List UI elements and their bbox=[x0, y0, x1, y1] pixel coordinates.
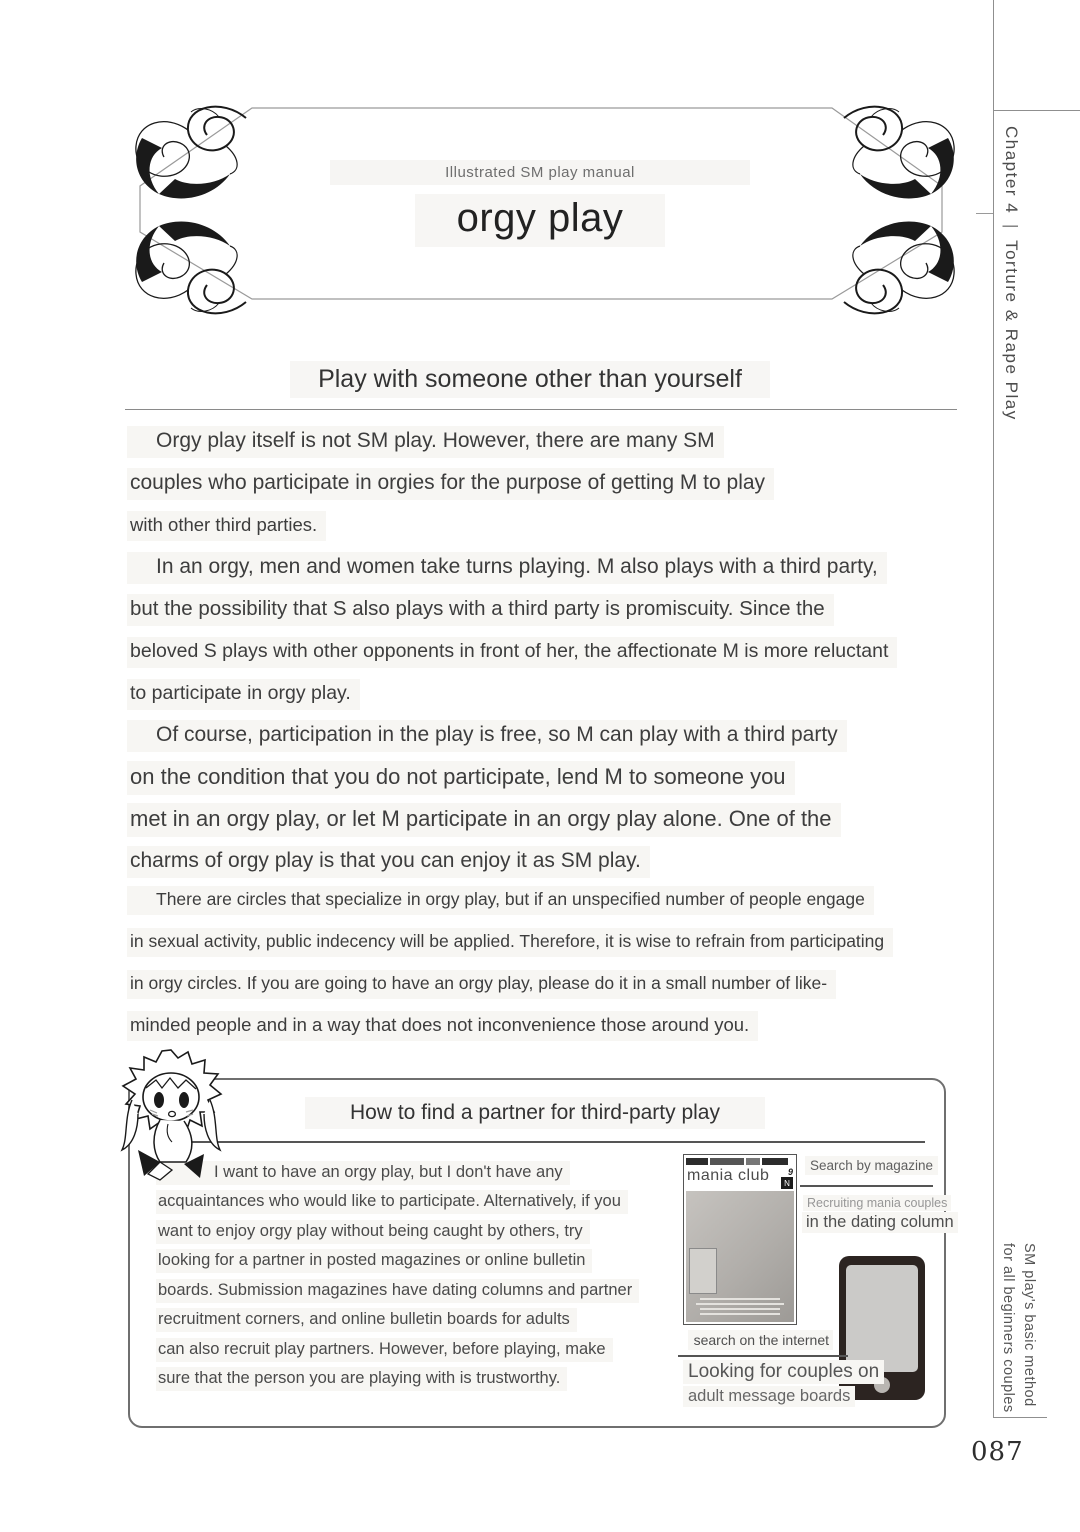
text-line: in orgy circles. If you are going to have an orgy play, please do it in a small number of like- bbox=[127, 963, 893, 1005]
sidebar-top-rule bbox=[993, 110, 1080, 111]
info-box-paragraph bbox=[156, 1158, 639, 1394]
chibi-mascot-illustration bbox=[108, 1042, 234, 1192]
text-line: There are circles that specialize in orgy play, but if an unspecified number of people engage bbox=[127, 879, 893, 921]
label-recruiting-line1: Recruiting mania couples bbox=[803, 1195, 951, 1211]
page-number: 087 bbox=[971, 1437, 1024, 1467]
section-rule bbox=[125, 409, 957, 410]
magazine-corner-badge: N bbox=[781, 1177, 793, 1189]
paragraph-1 bbox=[127, 421, 774, 547]
sidebar-footer-caption bbox=[997, 1243, 1039, 1415]
footer-caption-line2: for all beginners couples bbox=[1000, 1243, 1016, 1413]
text-line: Orgy play itself is not SM play. However, there are many SM bbox=[127, 421, 774, 463]
page-title: orgy play bbox=[415, 194, 665, 247]
text-line: with other third parties. bbox=[127, 505, 774, 547]
text-line: acquaintances who would like to participate. Alternatively, if you bbox=[156, 1188, 639, 1218]
text-line: to participate in orgy play. bbox=[127, 673, 897, 715]
paragraph-2 bbox=[127, 547, 897, 715]
info-box-title: How to find a partner for third-party play bbox=[305, 1097, 765, 1129]
magazine-title: mania club bbox=[687, 1167, 770, 1184]
footer-caption-underline bbox=[993, 1417, 1047, 1418]
chapter-title: Torture & Rape Play bbox=[1002, 240, 1021, 421]
text-line: can also recruit play partners. However, before playing, make bbox=[156, 1335, 639, 1365]
magazine-issue-badge: 9 bbox=[787, 1167, 793, 1177]
text-line: want to enjoy orgy play without being caught by others, try bbox=[156, 1217, 639, 1247]
magazine-fineprint bbox=[692, 1295, 788, 1318]
rule-search-by-magazine bbox=[800, 1185, 933, 1187]
magazine-inset-photo bbox=[689, 1248, 717, 1294]
text-line: sure that the person you are playing with is trustworthy. bbox=[156, 1365, 639, 1395]
sidebar-vertical-rule bbox=[993, 0, 994, 1417]
label-search-by-magazine: Search by magazine bbox=[805, 1156, 938, 1175]
rule-search-on-internet bbox=[678, 1355, 848, 1357]
footer-caption-line1: SM play's basic method bbox=[1021, 1243, 1037, 1407]
chapter-separator: | bbox=[1002, 224, 1021, 231]
text-line: but the possibility that S also plays with a third party is promiscuity. Since the bbox=[127, 589, 897, 631]
text-line: boards. Submission magazines have dating columns and partner bbox=[156, 1276, 639, 1306]
label-couples-line1: Looking for couples on bbox=[683, 1360, 884, 1384]
text-line: beloved S plays with other opponents in front of her, the affectionate M is more reluctant bbox=[127, 631, 897, 673]
magazine-photo-placeholder bbox=[686, 1191, 794, 1322]
smartphone-screen bbox=[846, 1265, 918, 1372]
text-line: charms of orgy play is that you can enjoy it as SM play. bbox=[127, 841, 847, 883]
text-line: couples who participate in orgies for the purpose of getting M to play bbox=[127, 463, 774, 505]
paragraph-3 bbox=[127, 715, 847, 883]
chapter-number: Chapter 4 bbox=[1002, 126, 1021, 215]
info-box-rule bbox=[180, 1141, 925, 1143]
magazine-masthead bbox=[684, 1166, 796, 1191]
text-line: met in an orgy play, or let M participate in an orgy play alone. One of the bbox=[127, 799, 847, 841]
magazine-top-strip bbox=[686, 1157, 794, 1166]
text-line: In an orgy, men and women take turns playing. M also plays with a third party, bbox=[127, 547, 897, 589]
chapter-separator-tick bbox=[976, 213, 993, 214]
text-line: in sexual activity, public indecency will be applied. Therefore, it is wise to refrain from participating bbox=[127, 921, 893, 963]
label-search-on-internet: search on the internet bbox=[688, 1330, 833, 1350]
text-line: looking for a partner in posted magazines or online bulletin bbox=[156, 1247, 639, 1277]
label-couples-line2: adult message boards bbox=[683, 1386, 855, 1407]
text-line: minded people and in a way that does not inconvenience those around you. bbox=[127, 1005, 893, 1047]
series-subtitle: Illustrated SM play manual bbox=[330, 160, 750, 185]
paragraph-4 bbox=[127, 879, 893, 1047]
chapter-sidebar bbox=[1001, 126, 1021, 421]
text-line: on the condition that you do not participate, lend M to someone you bbox=[127, 757, 847, 799]
text-line: Of course, participation in the play is free, so M can play with a third party bbox=[127, 715, 847, 757]
text-line: recruitment corners, and online bulletin boards for adults bbox=[156, 1306, 639, 1336]
section-heading: Play with someone other than yourself bbox=[290, 361, 770, 398]
text-line: I want to have an orgy play, but I don't have any bbox=[156, 1158, 639, 1188]
magazine-cover-thumbnail bbox=[683, 1154, 797, 1325]
label-recruiting-line2: in the dating column bbox=[802, 1212, 958, 1233]
